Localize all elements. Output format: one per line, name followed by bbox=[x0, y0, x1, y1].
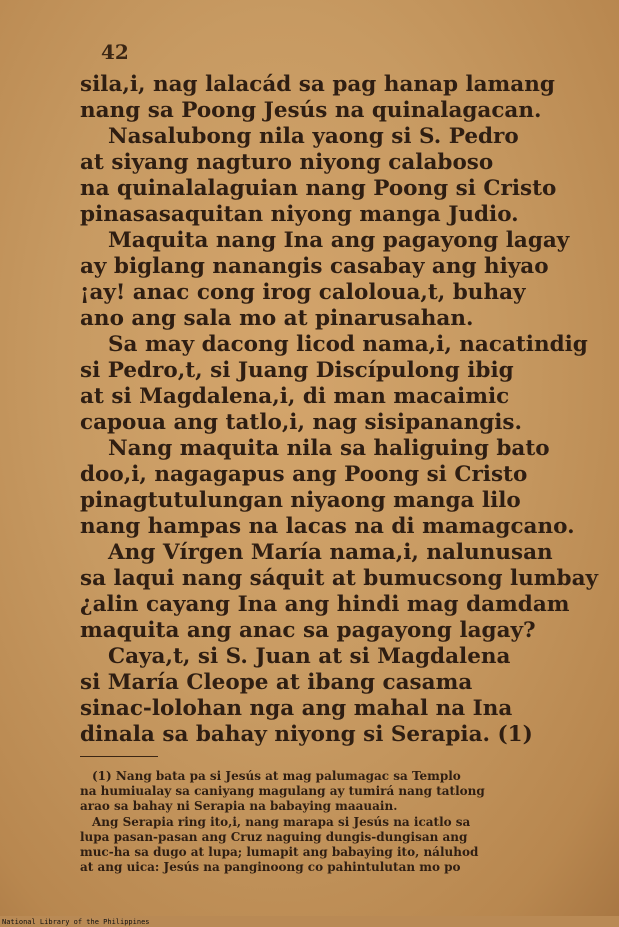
verse-line: si Pedro,t, si Juang Discípulong ibig bbox=[80, 358, 514, 383]
footnote-line: arao sa bahay ni Serapia na babaying maauain. bbox=[80, 799, 398, 814]
footnote-line: (1) Nang bata pa si Jesús at mag palumagac sa Templo bbox=[92, 769, 461, 783]
verse-line: doo,i, nagagapus ang Poong si Cristo bbox=[80, 462, 528, 487]
footnote-line: at ang uica: Jesús na panginoong co pahintulutan mo po bbox=[80, 860, 461, 875]
page-number: 42 bbox=[101, 40, 129, 64]
verse-line: Nasalubong nila yaong si S. Pedro bbox=[108, 124, 519, 149]
verse-line: ano ang sala mo at pinarusahan. bbox=[80, 306, 474, 331]
verse-line: ¡ay! anac cong irog caloloua,t, buhay bbox=[80, 280, 526, 305]
verse-line: nang sa Poong Jesús na quinalagacan. bbox=[80, 98, 542, 123]
verse-line: Sa may dacong licod nama,i, nacatindig bbox=[108, 332, 588, 357]
verse-line: sila,i, nag lalacád sa pag hanap lamang bbox=[80, 72, 555, 97]
verse-line: Ang Vírgen María nama,i, nalunusan bbox=[108, 540, 553, 565]
verse-line: pinagtutulungan niyaong manga lilo bbox=[80, 488, 521, 513]
verse-line: Caya,t, si S. Juan at si Magdalena bbox=[108, 644, 511, 669]
footnote-divider bbox=[80, 756, 158, 757]
verse-line: maquita ang anac sa pagayong lagay? bbox=[80, 618, 536, 643]
footnote-line: na humiualay sa caniyang magulang ay tumirá nang tatlong bbox=[80, 784, 485, 799]
verse-line: pinasasaquitan niyong manga Judio. bbox=[80, 202, 519, 227]
verse-line: capoua ang tatlo,i, nag sisipanangis. bbox=[80, 410, 523, 435]
verse-line: nang hampas na lacas na di mamagcano. bbox=[80, 514, 575, 539]
verse-line: ay biglang nanangis casabay ang hiyao bbox=[80, 254, 549, 279]
footnote-line: muc-ha sa dugo at lupa; lumapit ang babaying ito, náluhod bbox=[80, 844, 479, 859]
verse-line: Nang maquita nila sa haliguing bato bbox=[108, 436, 550, 461]
footnote-line: lupa pasan-pasan ang Cruz naguing dungis-dungisan ang bbox=[80, 829, 468, 844]
verse-line: at siyang nagturo niyong calaboso bbox=[80, 150, 494, 175]
footnote-line: Ang Serapia ring ito,i, nang marapa si Jesús na icatlo sa bbox=[92, 814, 471, 829]
verse-line: Maquita nang Ina ang pagayong lagay bbox=[108, 228, 570, 253]
footnote-text bbox=[80, 769, 550, 875]
verse-line: si María Cleope at ibang casama bbox=[80, 670, 473, 695]
verse-line: dinala sa bahay niyong si Serapia. (1) bbox=[80, 722, 533, 747]
verse-line: sa laqui nang sáquit at bumucsong lumbay bbox=[80, 566, 599, 591]
verse-line: at si Magdalena,i, di man macaimic bbox=[80, 384, 510, 409]
library-credit: National Library of the Philippines bbox=[2, 918, 150, 926]
verse-line: sinac-lolohan nga ang mahal na Ina bbox=[80, 696, 513, 721]
verse-text bbox=[80, 72, 599, 748]
verse-line: ¿alin cayang Ina ang hindi mag damdam bbox=[80, 592, 570, 617]
verse-line: na quinalalaguian nang Poong si Cristo bbox=[80, 176, 557, 201]
